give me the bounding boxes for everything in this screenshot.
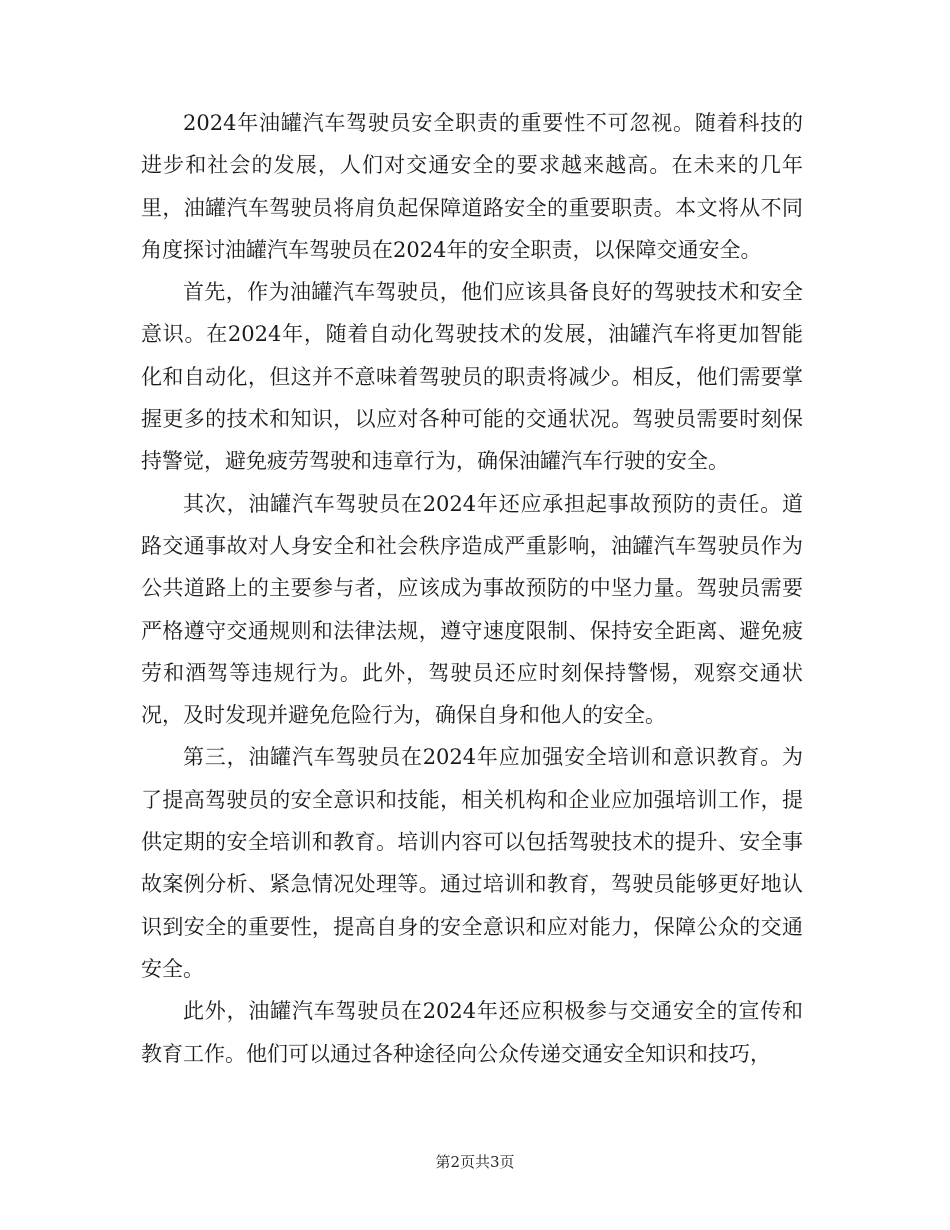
document-body <box>141 102 803 1075</box>
paragraph-third: 第三，油罐汽车驾驶员在2024年应加强安全培训和意识教育。为了提高驾驶员的安全意识和技能，相关机构和企业应加强培训工作，提供定期的安全培训和教育。培训内容可以包括驾驶技术的提升、安全事故案例分析、紧急情况处理等。通过培训和教育，驾驶员能够更好地认识到安全的重要性，提高自身的安全意识和应对能力，保障公众的交通安全。 <box>141 745 803 981</box>
paragraph-first: 首先，作为油罐汽车驾驶员，他们应该具备良好的驾驶技术和安全意识。在2024年，随着自动化驾驶技术的发展，油罐汽车将更加智能化和自动化，但这并不意味着驾驶员的职责将减少。相反，他们需要掌握更多的技术和知识，以应对各种可能的交通状况。驾驶员需要时刻保持警觉，避免疲劳驾驶和违章行为，确保油罐汽车行驶的安全。 <box>141 280 803 474</box>
paragraph-second: 其次，油罐汽车驾驶员在2024年还应承担起事故预防的责任。道路交通事故对人身安全和社会秩序造成严重影响，油罐汽车驾驶员作为公共道路上的主要参与者，应该成为事故预防的中坚力量。驾驶员需要严格遵守交通规则和法律法规，遵守速度限制、保持安全距离、避免疲劳和酒驾等违规行为。此外，驾驶员还应时刻保持警惕，观察交通状况，及时发现并避免危险行为，确保自身和他人的安全。 <box>141 491 803 728</box>
page-number-footer: 第2页共3页 <box>435 1153 515 1171</box>
paragraph-intro: 2024年油罐汽车驾驶员安全职责的重要性不可忽视。随着科技的进步和社会的发展，人们对交通安全的要求越来越高。在未来的几年里，油罐汽车驾驶员将肩负起保障道路安全的重要职责。本文将从不同角度探讨油罐汽车驾驶员在2024年的安全职责，以保障交通安全。 <box>141 111 803 262</box>
paragraph-additionally: 此外，油罐汽车驾驶员在2024年还应积极参与交通安全的宣传和教育工作。他们可以通过各种途径向公众传递交通安全知识和技巧， <box>141 999 803 1066</box>
